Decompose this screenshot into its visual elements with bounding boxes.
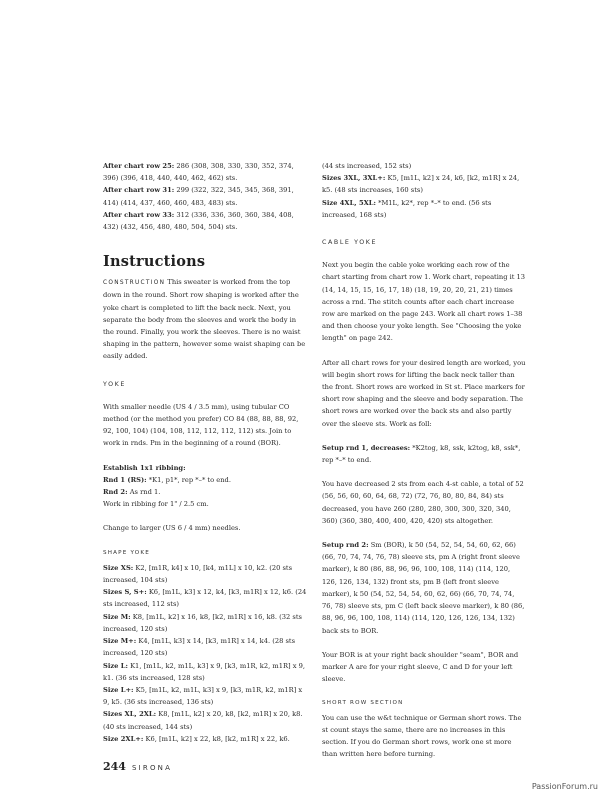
short-row-heading: SHORT ROW SECTION [322,700,404,707]
size-4xl: Size 4XL, 5XL: *M1L, k2*, rep *–* to end. (56 sts increased, 168 sts) [322,198,492,219]
decreased-paragraph: You have decreased 2 sts from each 4-st cable, a total of 52 (56, 56, 60, 60, 64, 68, 72) (72, 76, 80, 80, 84, 84) sts decreased, you have 260 (280, 280, 300, 300, 320, 340, 360) (360, 380, 400, 400, 420, 420) sts altogether. [322,480,524,525]
rnd-1: Rnd 1 (RS): *K1, p1*, rep *–* to end. [103,475,231,484]
size-instruction: Sizes XL, 2XL: K8, [m1L, k2] x 20, k8, [k2, m1R] x 20, k8. (40 sts increased, 144 sts) [103,710,303,731]
shape-yoke-heading: SHAPE YOKE [103,549,150,556]
yoke-heading: YOKE [103,380,126,388]
cable-yoke-heading: CABLE YOKE [322,239,378,247]
after-chart-row-31: After chart row 31: 299 (322, 322, 345, 345, 368, 391, 414) (414, 437, 460, 460, 483, 483) sts. [103,186,294,207]
ribbing-label: Establish 1x1 ribbing: [103,463,186,472]
yoke-paragraph: With smaller needle (US 4 / 3.5 mm), using tubular CO method (or the method you prefer) CO 84 (88, 88, 88, 92, 92, 100, 104) (104, 108, 112, 112, 112, 112) sts. Join to work in rnds. Pm in the beginning of a round (BOR). [103,402,299,448]
setup-rnd-2: Setup rnd 2: Sm (BOR), k 50 (54, 52, 54, 54, 60, 62, 66) (66, 70, 74, 74, 76, 78) sleeve sts, pm A (right front sleeve marker), k 80 (86, 88, 96, 96, 100, 108, 114) (114, 120, 126, 126, 134, 132) front sts, pm B (left front sleeve marker), k 50 (54, 52, 54, 54, 60, 62, 66) (66, 70, 74, 74, 76, 78) sleeve sts, pm C (left back sleeve marker), k 80 (86, 88, 96, 96, 100, 108, 114) (114, 120, 126, 126, 134, 132) back sts to BOR. [322,541,525,635]
watermark: PassionForum.ru [531,782,598,791]
size-instruction: Size M: K8, [m1L, k2] x 16, k8, [k2, m1R] x 16, k8. (32 sts increased, 120 sts) [103,612,302,633]
construction-paragraph: CONSTRUCTION This sweater is worked from the top down in the round. Short row shaping is worked after the yoke chart is completed to lift the back neck. Next, you separate the body from the sleeves and work the body in the round. Finally, you work the sleeves. There is no waist shaping in the pattern, however some waist shaping can be easily added. [103,278,306,361]
size-instruction: Sizes S, S+: K6, [m1L, k3] x 12, k4, [k3, m1R] x 12, k6. (24 sts increased, 112 sts) [103,588,307,609]
size-instruction: Size L: K1, [m1L, k2, m1L, k3] x 9, [k3, m1R, k2, m1R] x 9, k1. (36 sts increased, 128 sts) [103,661,306,682]
page-footer [103,760,172,773]
size-3xl: Sizes 3XL, 3XL+: K5, [m1L, k2] x 24, k6, [k2, m1R] x 24, k5. (48 sts increases, 160 sts) [322,174,520,195]
ribbing-length: Work in ribbing for 1" / 2.5 cm. [103,500,209,509]
change-needles: Change to larger (US 6 / 4 mm) needles. [103,524,241,533]
size-instruction: Size 2XL+: K6, [m1L, k2] x 22, k8, [k2, m1R] x 22, k6. [103,734,290,743]
right-column [322,160,527,760]
book-name: SIRONA [131,764,173,772]
cable-yoke-paragraph-2: After all chart rows for your desired length are worked, you will begin short rows for lifting the back neck taller than the front. Short rows are worked in St st. Place markers for short row shaping and the sleeve and body separation. The short rows are worked over the back sts and also partly over the sleeve sts. Work as foll: [322,358,526,428]
left-column [103,160,308,745]
size-instruction: Size M+: K4, [m1L, k3] x 14, [k3, m1R] x 14, k4. (28 sts increased, 120 sts) [103,637,296,658]
rnd-2: Rnd 2: As rnd 1. [103,488,161,497]
page-number: 244 [103,760,126,773]
after-chart-row-33: After chart row 33: 312 (336, 336, 360, 360, 384, 408, 432) (432, 456, 480, 480, 504, 504) sts. [103,210,294,232]
size-2xl-continuation: (44 sts increased, 152 sts) [322,162,412,170]
short-row-paragraph: You can use the w&t technique or German short rows. The st count stays the same, there are no increases in this section. If you do German short rows, work one st more than written here before turning. [322,713,522,759]
bor-paragraph: Your BOR is at your right back shoulder "seam", BOR and marker A are for your right sleeve, C and D for your left sleeve. [322,650,519,684]
size-instruction: Size XS: K2, [m1R, k4] x 10, [k4, m1L] x 10, k2. (20 sts increased, 104 sts) [103,563,293,585]
after-chart-row-25: After chart row 25: 286 (308, 308, 330, 330, 352, 374, 396) (396, 418, 440, 440, 462, 462) sts. [103,162,294,183]
cable-yoke-paragraph-1: Next you begin the cable yoke working each row of the chart starting from chart row 1. Work chart, repeating it 13 (14, 14, 15, 15, 16, 17, 18) (18, 19, 20, 20, 21, 21) times across a rnd. The stitch counts after each chart increase row are marked on the page 243. Work all chart rows 1–38 and then choose your yoke length. See "Choosing the yoke length" on page 242. [322,261,526,343]
setup-rnd-1: Setup rnd 1, decreases: *K2tog, k8, ssk, k2tog, k8, ssk*, rep *–* to end. [322,443,521,465]
size-instruction: Size L+: K5, [m1L, k2, m1L, k3] x 9, [k3, m1R, k2, m1R] x 9, k5. (36 sts increased, 136 sts) [103,685,303,707]
instructions-heading: Instructions [103,253,206,271]
